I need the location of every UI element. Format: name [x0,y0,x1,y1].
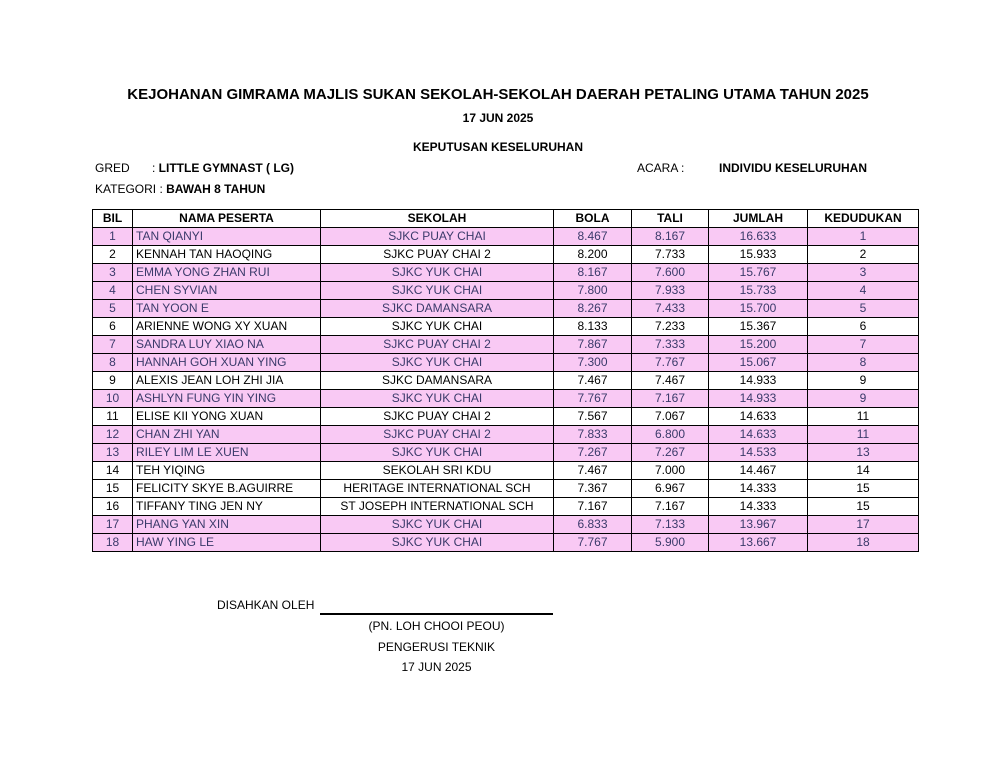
cell-jumlah: 15.700 [709,300,808,318]
results-table [92,209,919,552]
table-row [93,480,919,498]
cell-bil: 13 [93,444,133,462]
cell-bil: 3 [93,264,133,282]
header-nama-peserta: NAMA PESERTA [133,210,321,228]
table-row [93,408,919,426]
table-row [93,282,919,300]
cell-tali: 7.600 [632,264,709,282]
cell-tali: 5.900 [632,534,709,552]
cell-kedudukan: 1 [808,228,919,246]
cell-bola: 8.467 [554,228,632,246]
table-row [93,228,919,246]
cell-bola: 7.467 [554,462,632,480]
header-tali: TALI [632,210,709,228]
cell-bola: 6.833 [554,516,632,534]
signature-line [320,613,553,615]
cell-nama-peserta: EMMA YONG ZHAN RUI [133,264,321,282]
gred-separator: : [152,161,159,175]
cell-nama-peserta: ELISE KII YONG XUAN [133,408,321,426]
cell-bola: 8.133 [554,318,632,336]
cell-kedudukan: 3 [808,264,919,282]
signatory-role: PENGERUSI TEKNIK [377,640,496,654]
cell-bil: 11 [93,408,133,426]
cell-kedudukan: 5 [808,300,919,318]
document-title: KEJOHANAN GIMRAMA MAJLIS SUKAN SEKOLAH-SEKOLAH DAERAH PETALING UTAMA TAHUN 2025 [127,86,869,103]
cell-jumlah: 14.333 [709,498,808,516]
cell-jumlah: 15.933 [709,246,808,264]
cell-kedudukan: 11 [808,408,919,426]
header-sekolah: SEKOLAH [321,210,554,228]
cell-sekolah: HERITAGE INTERNATIONAL SCH [321,480,554,498]
cell-nama-peserta: ALEXIS JEAN LOH ZHI JIA [133,372,321,390]
cell-sekolah: SJKC YUK CHAI [321,264,554,282]
cell-tali: 7.767 [632,354,709,372]
table-row [93,354,919,372]
cell-kedudukan: 11 [808,426,919,444]
document-subtitle: KEPUTUSAN KESELURUHAN [412,140,583,154]
cell-nama-peserta: CHAN ZHI YAN [133,426,321,444]
cell-bil: 9 [93,372,133,390]
header-bola: BOLA [554,210,632,228]
results-body [93,228,919,552]
cell-tali: 7.467 [632,372,709,390]
cell-sekolah: SJKC PUAY CHAI 2 [321,426,554,444]
cell-bola: 7.300 [554,354,632,372]
acara-value-text: INDIVIDU KESELURUHAN [719,161,868,175]
table-header-row [93,210,919,228]
cell-jumlah: 14.533 [709,444,808,462]
cell-tali: 7.233 [632,318,709,336]
cell-kedudukan: 15 [808,480,919,498]
cell-nama-peserta: TAN QIANYI [133,228,321,246]
cell-sekolah: SJKC PUAY CHAI [321,228,554,246]
cell-bil: 12 [93,426,133,444]
document-date: 17 JUN 2025 [462,111,534,125]
cell-sekolah: SJKC YUK CHAI [321,516,554,534]
cell-jumlah: 14.933 [709,390,808,408]
cell-nama-peserta: TAN YOON E [133,300,321,318]
cell-nama-peserta: TEH YIQING [133,462,321,480]
cell-sekolah: SJKC PUAY CHAI 2 [321,408,554,426]
cell-tali: 7.333 [632,336,709,354]
cell-bola: 7.467 [554,372,632,390]
cell-jumlah: 15.733 [709,282,808,300]
gred-value: LITTLE GYMNAST ( LG) [158,161,294,175]
cell-kedudukan: 9 [808,390,919,408]
table-row [93,372,919,390]
cell-sekolah: ST JOSEPH INTERNATIONAL SCH [321,498,554,516]
cell-jumlah: 14.633 [709,408,808,426]
cell-kedudukan: 2 [808,246,919,264]
header-bil: BIL [93,210,133,228]
cell-kedudukan: 7 [808,336,919,354]
cell-kedudukan: 9 [808,372,919,390]
cell-tali: 8.167 [632,228,709,246]
cell-tali: 7.000 [632,462,709,480]
kategori-label: KATEGORI : [95,182,167,196]
table-row [93,444,919,462]
cell-kedudukan: 15 [808,498,919,516]
gred-label: GRED [95,161,130,175]
cell-sekolah: SJKC YUK CHAI [321,318,554,336]
cell-sekolah: SJKC DAMANSARA [321,300,554,318]
cell-jumlah: 14.933 [709,372,808,390]
cell-sekolah: SJKC YUK CHAI [321,534,554,552]
cell-kedudukan: 14 [808,462,919,480]
table-row [93,462,919,480]
gred-field [152,161,294,175]
table-row [93,534,919,552]
cell-jumlah: 13.667 [709,534,808,552]
table-row [93,336,919,354]
cell-nama-peserta: FELICITY SKYE B.AGUIRRE [133,480,321,498]
cell-bola: 8.267 [554,300,632,318]
kategori-field [95,182,265,196]
cell-tali: 7.433 [632,300,709,318]
cell-nama-peserta: ASHLYN FUNG YIN YING [133,390,321,408]
cell-nama-peserta: CHEN SYVIAN [133,282,321,300]
cell-bil: 5 [93,300,133,318]
table-row [93,300,919,318]
cell-nama-peserta: RILEY LIM LE XUEN [133,444,321,462]
cell-tali: 7.067 [632,408,709,426]
cell-jumlah: 14.467 [709,462,808,480]
table-row [93,390,919,408]
cell-kedudukan: 13 [808,444,919,462]
approved-by-label: DISAHKAN OLEH [217,598,315,612]
cell-nama-peserta: SANDRA LUY XIAO NA [133,336,321,354]
cell-sekolah: SJKC YUK CHAI [321,354,554,372]
cell-jumlah: 16.633 [709,228,808,246]
cell-jumlah: 15.367 [709,318,808,336]
cell-bola: 7.867 [554,336,632,354]
cell-tali: 6.967 [632,480,709,498]
cell-jumlah: 14.333 [709,480,808,498]
cell-kedudukan: 18 [808,534,919,552]
cell-tali: 7.933 [632,282,709,300]
cell-bola: 7.567 [554,408,632,426]
cell-kedudukan: 4 [808,282,919,300]
table-row [93,498,919,516]
acara-label: ACARA : [637,161,685,175]
cell-kedudukan: 6 [808,318,919,336]
cell-tali: 7.133 [632,516,709,534]
cell-bil: 17 [93,516,133,534]
cell-bil: 15 [93,480,133,498]
cell-kedudukan: 17 [808,516,919,534]
cell-kedudukan: 8 [808,354,919,372]
cell-bil: 6 [93,318,133,336]
cell-sekolah: SJKC YUK CHAI [321,390,554,408]
cell-sekolah: SJKC PUAY CHAI 2 [321,336,554,354]
table-row [93,516,919,534]
cell-bil: 8 [93,354,133,372]
cell-bola: 8.200 [554,246,632,264]
cell-jumlah: 14.633 [709,426,808,444]
kategori-value: BAWAH 8 TAHUN [166,182,266,196]
cell-bola: 8.167 [554,264,632,282]
cell-bil: 2 [93,246,133,264]
cell-bil: 10 [93,390,133,408]
cell-tali: 7.733 [632,246,709,264]
cell-jumlah: 15.767 [709,264,808,282]
cell-sekolah: SJKC DAMANSARA [321,372,554,390]
cell-bil: 14 [93,462,133,480]
cell-bola: 7.800 [554,282,632,300]
cell-bola: 7.267 [554,444,632,462]
cell-sekolah: SJKC PUAY CHAI 2 [321,246,554,264]
cell-sekolah: SJKC YUK CHAI [321,282,554,300]
cell-bola: 7.367 [554,480,632,498]
cell-bola: 7.767 [554,534,632,552]
cell-jumlah: 13.967 [709,516,808,534]
signature-date: 17 JUN 2025 [401,660,472,674]
header-jumlah: JUMLAH [709,210,808,228]
cell-bil: 16 [93,498,133,516]
cell-nama-peserta: ARIENNE WONG XY XUAN [133,318,321,336]
table-row [93,426,919,444]
cell-jumlah: 15.067 [709,354,808,372]
cell-bil: 18 [93,534,133,552]
cell-nama-peserta: HANNAH GOH XUAN YING [133,354,321,372]
cell-jumlah: 15.200 [709,336,808,354]
cell-tali: 7.167 [632,390,709,408]
cell-bola: 7.167 [554,498,632,516]
table-row [93,264,919,282]
cell-sekolah: SJKC YUK CHAI [321,444,554,462]
cell-nama-peserta: TIFFANY TING JEN NY [133,498,321,516]
acara-value [719,161,867,175]
cell-sekolah: SEKOLAH SRI KDU [321,462,554,480]
table-row [93,246,919,264]
cell-bola: 7.767 [554,390,632,408]
cell-bil: 4 [93,282,133,300]
cell-tali: 6.800 [632,426,709,444]
cell-bil: 7 [93,336,133,354]
cell-bola: 7.833 [554,426,632,444]
cell-tali: 7.167 [632,498,709,516]
table-row [93,318,919,336]
cell-bil: 1 [93,228,133,246]
cell-nama-peserta: HAW YING LE [133,534,321,552]
cell-nama-peserta: KENNAH TAN HAOQING [133,246,321,264]
cell-nama-peserta: PHANG YAN XIN [133,516,321,534]
header-kedudukan: KEDUDUKAN [808,210,919,228]
cell-tali: 7.267 [632,444,709,462]
signatory-name: (PN. LOH CHOOI PEOU) [368,619,505,633]
